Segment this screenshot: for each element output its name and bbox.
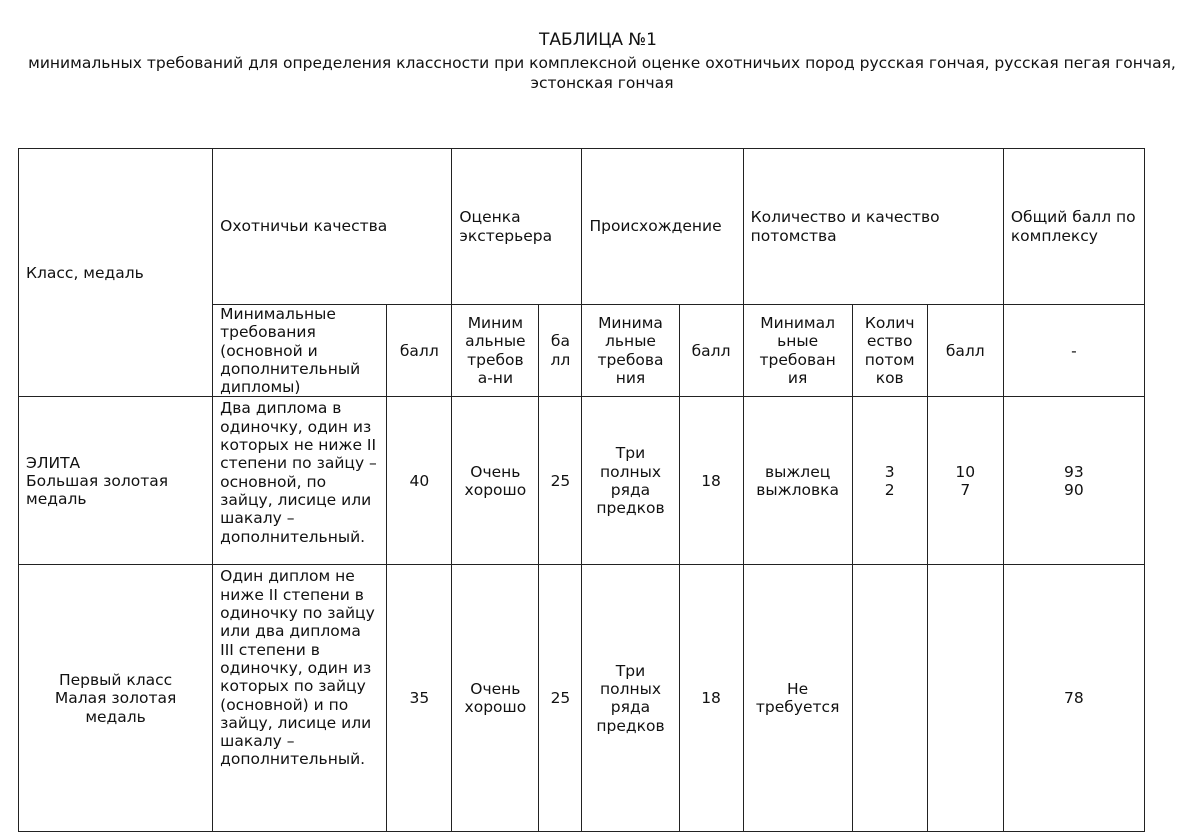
row-total: 78 bbox=[1003, 565, 1144, 832]
table-row bbox=[19, 397, 1145, 565]
row-total: 93 90 bbox=[1003, 397, 1144, 565]
subheader-hunting-req: Минимальные требования (основной и дополнительный дипломы) bbox=[213, 305, 387, 397]
row-origin-score: 18 bbox=[679, 565, 743, 832]
row-exterior-score: 25 bbox=[539, 397, 582, 565]
header-hunting: Охотничьи качества bbox=[213, 149, 452, 305]
row-offspring-count: 3 2 bbox=[852, 397, 927, 565]
subheader-total-dash: - bbox=[1003, 305, 1144, 397]
row-offspring-score: 10 7 bbox=[927, 397, 1003, 565]
header-offspring: Количество и качество потомства bbox=[743, 149, 1003, 305]
row-offspring-req: выжлец выжловка bbox=[743, 397, 852, 565]
requirements-table bbox=[18, 148, 1145, 832]
row-exterior-req: Очень хорошо bbox=[452, 397, 539, 565]
row-origin-req: Три полных ряда предков bbox=[582, 397, 679, 565]
row-offspring-count bbox=[852, 565, 927, 832]
header-row bbox=[19, 149, 1145, 305]
header-origin: Происхождение bbox=[582, 149, 743, 305]
row-origin-req: Три полных ряда предков bbox=[582, 565, 679, 832]
row-hunting-score: 35 bbox=[387, 565, 452, 832]
header-total: Общий балл по комплексу bbox=[1003, 149, 1144, 305]
subheader-offspring-score: балл bbox=[927, 305, 1003, 397]
table-title: ТАБЛИЦА №1 bbox=[539, 30, 657, 50]
header-class-medal: Класс, медаль bbox=[19, 149, 213, 397]
subheader-offspring-req: Минимал ьные требован ия bbox=[743, 305, 852, 397]
row-origin-score: 18 bbox=[679, 397, 743, 565]
header-exterior: Оценка экстерьера bbox=[452, 149, 582, 305]
row-offspring-req: Не требуется bbox=[743, 565, 852, 832]
row-class-medal: Первый класс Малая золотая медаль bbox=[19, 565, 213, 832]
row-exterior-score: 25 bbox=[539, 565, 582, 832]
row-hunting-score: 40 bbox=[387, 397, 452, 565]
row-offspring-score bbox=[927, 565, 1003, 832]
subheader-offspring-count: Колич ество потом ков bbox=[852, 305, 927, 397]
subheader-exterior-score: ба лл bbox=[539, 305, 582, 397]
row-class-medal: ЭЛИТА Большая золотая медаль bbox=[19, 397, 213, 565]
subheader-origin-req: Минима льные требова ния bbox=[582, 305, 679, 397]
table-subtitle: минимальных требований для определения классности при комплексной оценке охотничьих пород русская гончая, русская пегая гончая, эстонская гончая bbox=[28, 54, 1176, 92]
row-exterior-req: Очень хорошо bbox=[452, 565, 539, 832]
subheader-hunting-score: балл bbox=[387, 305, 452, 397]
table-row bbox=[19, 565, 1145, 832]
row-hunting-req: Два диплома в одиночку, один из которых не ниже II степени по зайцу – основной, по зайцу, лисице или шакалу – дополнительный. bbox=[213, 397, 387, 565]
subheader-origin-score: балл bbox=[679, 305, 743, 397]
row-hunting-req: Один диплом не ниже II степени в одиночку по зайцу или два диплома III степени в одиночку, один из которых по зайцу (основной) и по зайцу, лисице или шакалу – дополнительный. bbox=[213, 565, 387, 832]
subheader-exterior-req: Миним альные требов а-ни bbox=[452, 305, 539, 397]
